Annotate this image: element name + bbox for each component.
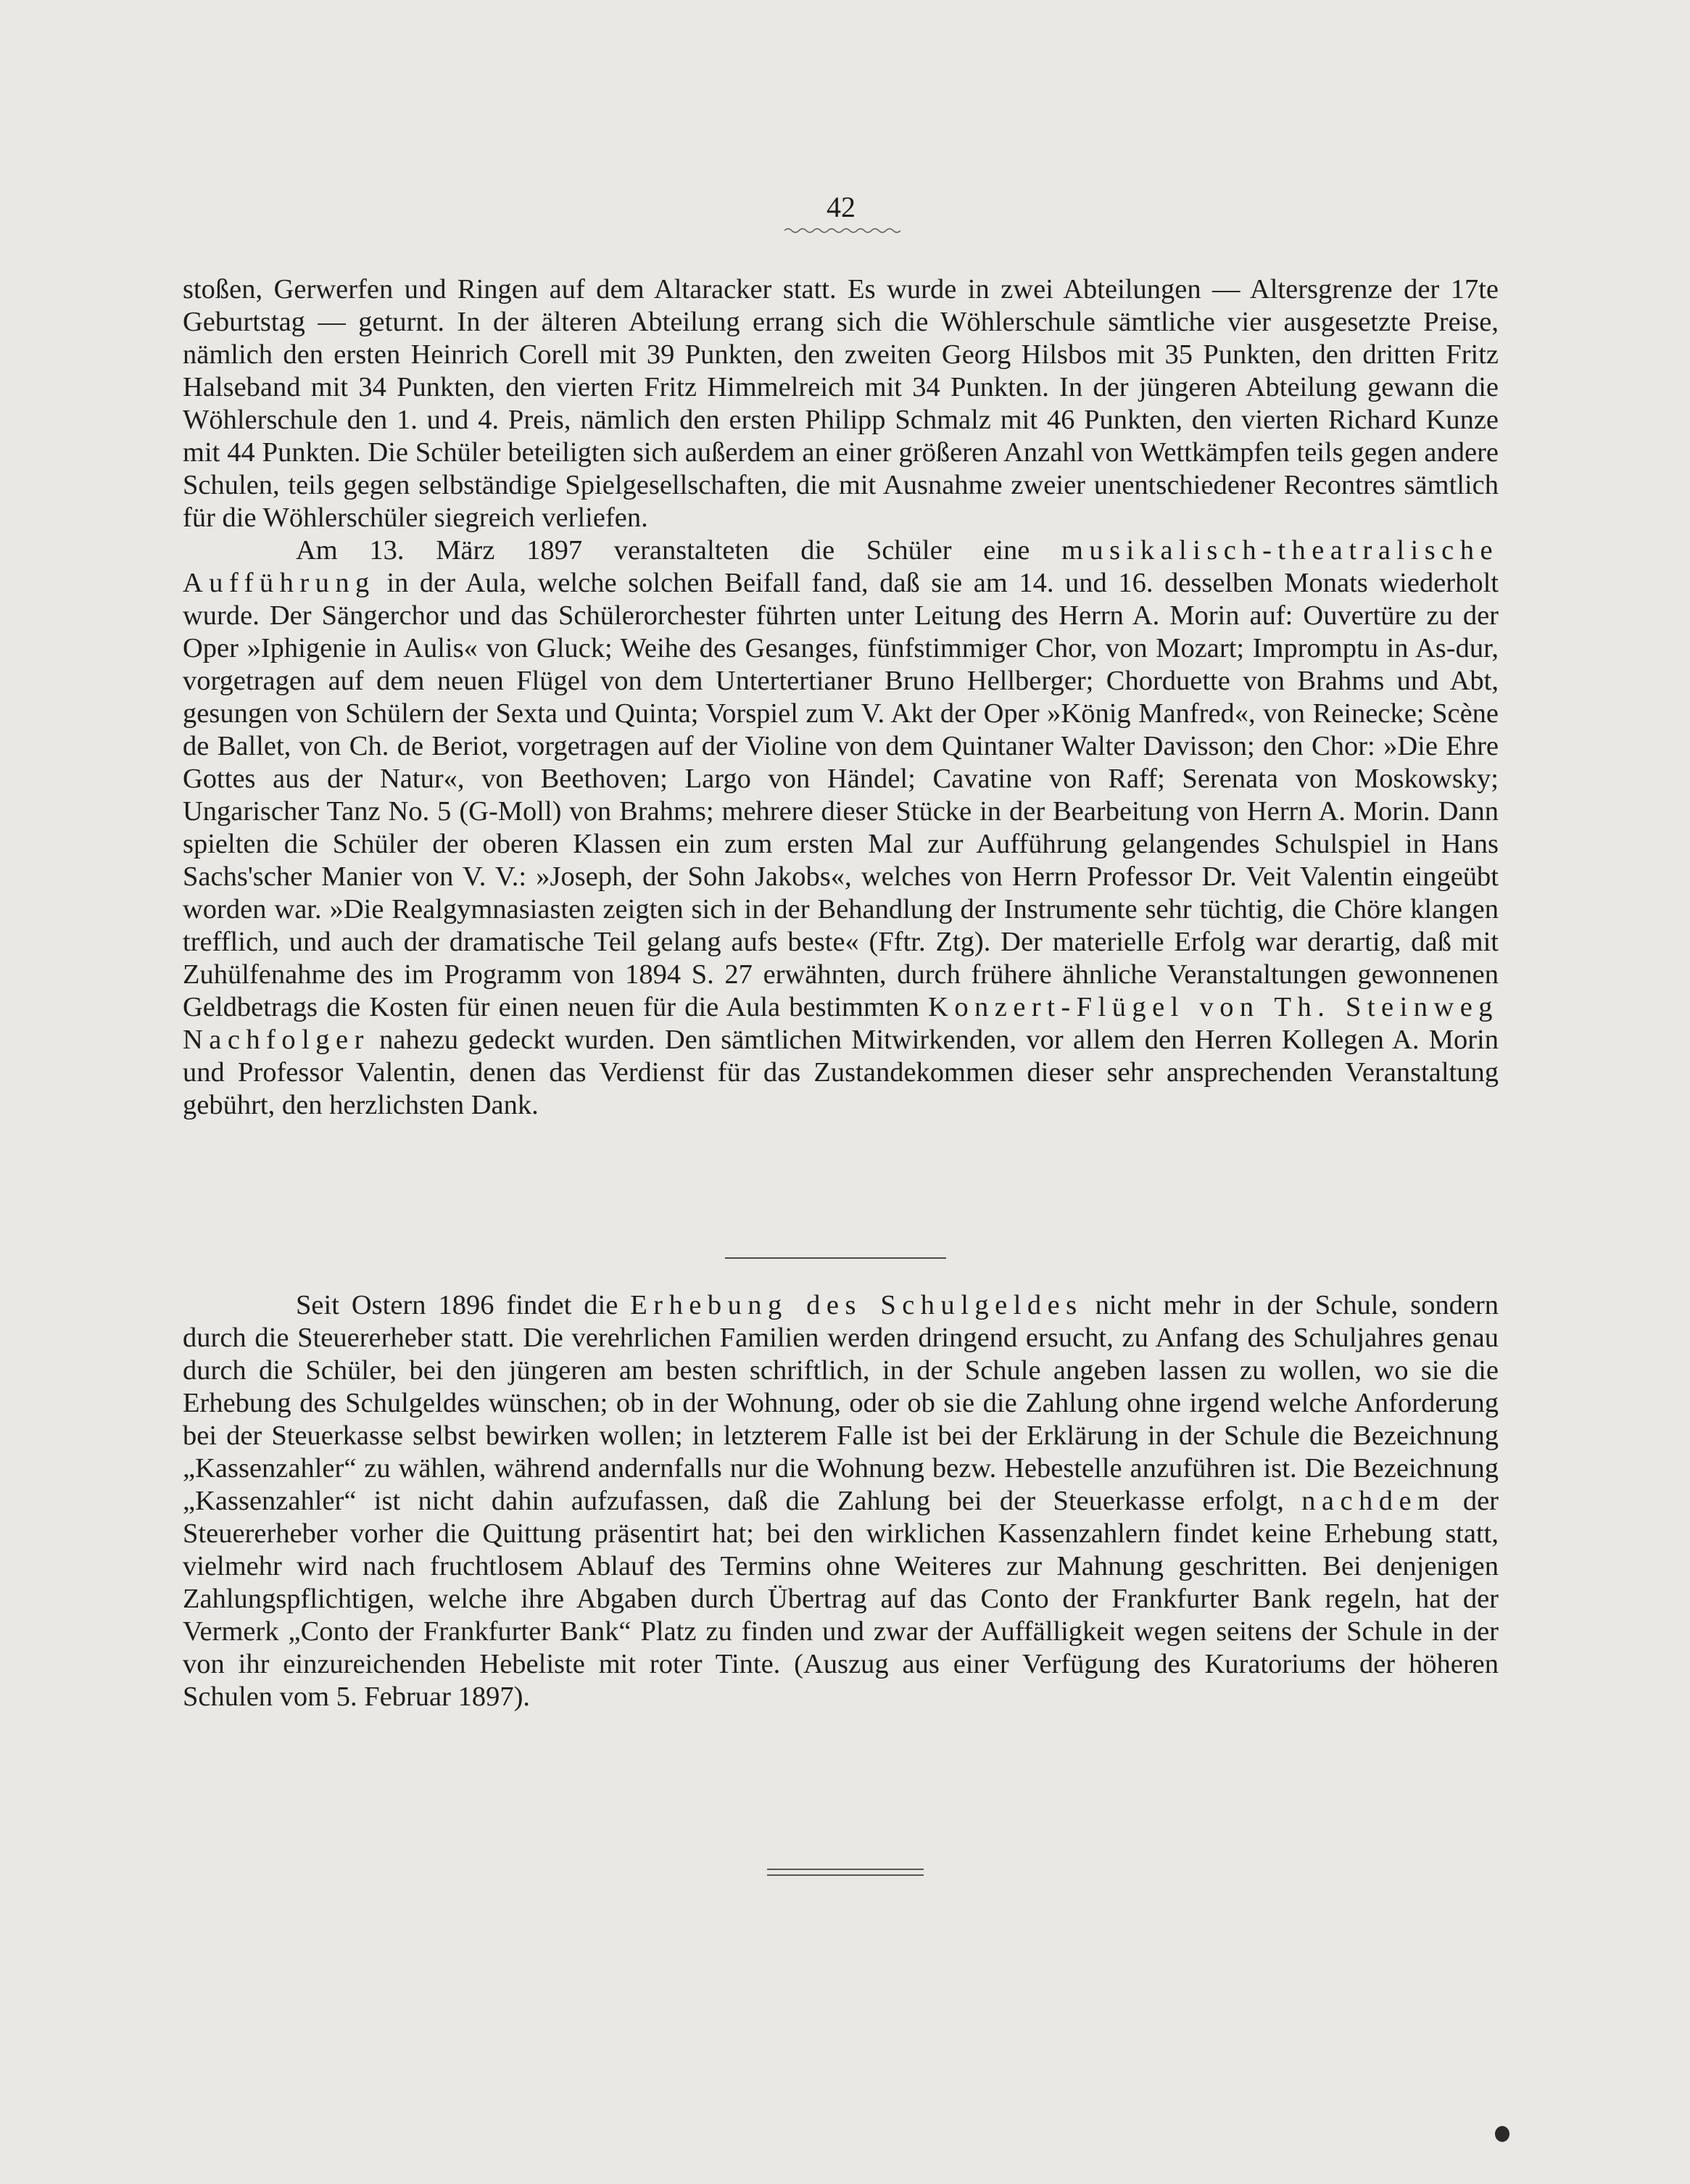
section-divider bbox=[725, 1257, 946, 1259]
school-fee-paragraph bbox=[183, 1289, 1499, 1713]
school-fee-text-c: der Steuererheber vorher die Quittung präsentirt hat; bei den wirklichen Kassenzahlern findet keine Erhebung statt, vielmehr wird nach fruchtlosem Ablauf des Termins ohne Weiteres zur Mahnung geschritten. Bei denjenigen Zahlungspflichtigen, welche ihre Abgaben durch Übertrag auf das Conto der Frankfurter Bank regeln, hat der Vermerk „Conto der Frankfurter Bank“ Platz zu finden und zwar der Auffälligkeit wegen seitens der Schule in der von ihr einzureichenden Hebeliste mit roter Tinte. (Auszug aus einer Verfügung des Kuratoriums der höheren Schulen vom 5. Februar 1897). bbox=[183, 1486, 1499, 1712]
music-performance-text-b: in der Aula, welche solchen Beifall fand, daß sie am 14. und 16. desselben Monats wiederholt wurde. Der Sängerchor und das Schülerorchester führten unter Leitung des Herrn A. Morin auf: Ouvertüre zu der Oper »Iphigenie in Aulis« von Gluck; Weihe des Gesanges, fünfstimmiger Chor, von Mozart; Impromptu in As-dur, vorgetragen auf dem neuen Flügel von dem Untertertianer Bruno Hellberger; Chorduette von Brahms und Abt, gesungen von Schülern der Sexta und Quinta; Vorspiel zum V. Akt der Oper »König Manfred«, von Reinecke; Scène de Ballet, von Ch. de Beriot, vorgetragen auf der Violine von dem Quintaner Walter Davisson; den Chor: »Die Ehre Gottes aus der Natur«, von Beethoven; Largo von Händel; Cavatine von Raff; Serenata von Moskowsky; Ungarischer Tanz No. 5 (G-Moll) von Brahms; mehrere dieser Stücke in der Bearbeitung von Herrn A. Morin. Dann spielten die Schüler der oberen Klassen ein zum ersten Mal zur Aufführung gelangendes Schulspiel in Hans Sachs'scher Manier von V. V.: »Joseph, der Sohn Jakobs«, welches von Herrn Professor Dr. Veit Valentin eingeübt worden war. »Die Realgymnasiasten zeigten sich in der Behandlung der Instrumente sehr tüchtig, die Chöre klangen trefflich, und auch der dramatische Teil gelang aufs beste« (Fftr. Ztg). Der materielle Erfolg war derartig, daß mit Zuhülfenahme des im Programm von 1894 S. 27 erwähnten, durch frühere ähnliche Veranstaltungen gewonnenen Geldbetrags die Kosten für einen neuen für die Aula bestimmten bbox=[183, 568, 1499, 1022]
music-performance-paragraph bbox=[183, 534, 1499, 1122]
spaced-emphasis-nachdem: nachdem bbox=[1301, 1486, 1446, 1516]
ink-speck bbox=[1495, 2126, 1509, 2142]
school-fee-section bbox=[183, 1289, 1499, 1713]
sports-and-music-section bbox=[183, 273, 1499, 1122]
school-fee-text-a: Seit Ostern 1896 findet die bbox=[296, 1290, 618, 1320]
spaced-emphasis-fee-collection: Erhebung des Schulgeldes bbox=[630, 1290, 1083, 1320]
page-number-ornament bbox=[784, 226, 900, 235]
school-fee-text-b: nicht mehr in der Schule, sondern durch die Steuererheber statt. Die verehrlichen Familien werden dringend ersucht, zu Anfang des Schuljahres genau durch die Schüler, bei den jüngeren am besten schriftlich, in der Schule angeben lassen zu wollen, wo sie die Erhebung des Schulgeldes wünschen; ob in der Wohnung, oder ob sie die Zahlung ohne irgend welche Anforderung bei der Steuerkasse selbst bewirken wollen; in letzterem Falle ist bei der Erklärung in der Schule die Bezeichnung „Kassenzahler“ zu wählen, während andernfalls nur die Wohnung bezw. Hebestelle anzuführen ist. Die Bezeichnung „Kassenzahler“ ist nicht dahin aufzufassen, daß die Zahlung bei der Steuerkasse erfolgt, bbox=[183, 1290, 1499, 1516]
sports-competition-paragraph: stoßen, Gerwerfen und Ringen auf dem Altaracker statt. Es wurde in zwei Abteilungen — Altersgrenze der 17te Geburtstag — geturnt. In der älteren Abteilung errang sich die Wöhlerschule sämtliche vier ausgesetzte Preise, nämlich den ersten Heinrich Corell mit 39 Punkten, den zweiten Georg Hilsbos mit 35 Punkten, den dritten Fritz Halseband mit 34 Punkten, den vierten Fritz Himmelreich mit 34 Punkten. In der jüngeren Abteilung gewann die Wöhlerschule den 1. und 4. Preis, nämlich den ersten Philipp Schmalz mit 46 Punkten, den vierten Richard Kunze mit 44 Punkten. Die Schüler beteiligten sich außerdem an einer größeren Anzahl von Wettkämpfen teils gegen andere Schulen, teils gegen selbständige Spielgesellschaften, die mit Ausnahme zweier unentschiedener Recontres sämtlich für die Wöhlerschüler siegreich verliefen. bbox=[183, 274, 1499, 533]
music-performance-text-a: Am 13. März 1897 veranstalteten die Schüler eine bbox=[296, 535, 1030, 566]
page-number: 42 bbox=[827, 191, 856, 223]
spaced-emphasis-piano: Konzert-Flügel von Th. Steinweg Nachfolger bbox=[183, 992, 1499, 1055]
closing-double-rule bbox=[767, 1869, 924, 1876]
spaced-emphasis-performance: musikalisch-theatralische Aufführung bbox=[183, 535, 1499, 598]
music-performance-text-c: nahezu gedeckt wurden. Den sämtlichen Mitwirkenden, vor allem den Herren Kollegen A. Morin und Professor Valentin, denen das Verdienst für das Zustandekommen dieser sehr ansprechenden Veranstaltung gebührt, den herzlichsten Dank. bbox=[183, 1025, 1499, 1120]
